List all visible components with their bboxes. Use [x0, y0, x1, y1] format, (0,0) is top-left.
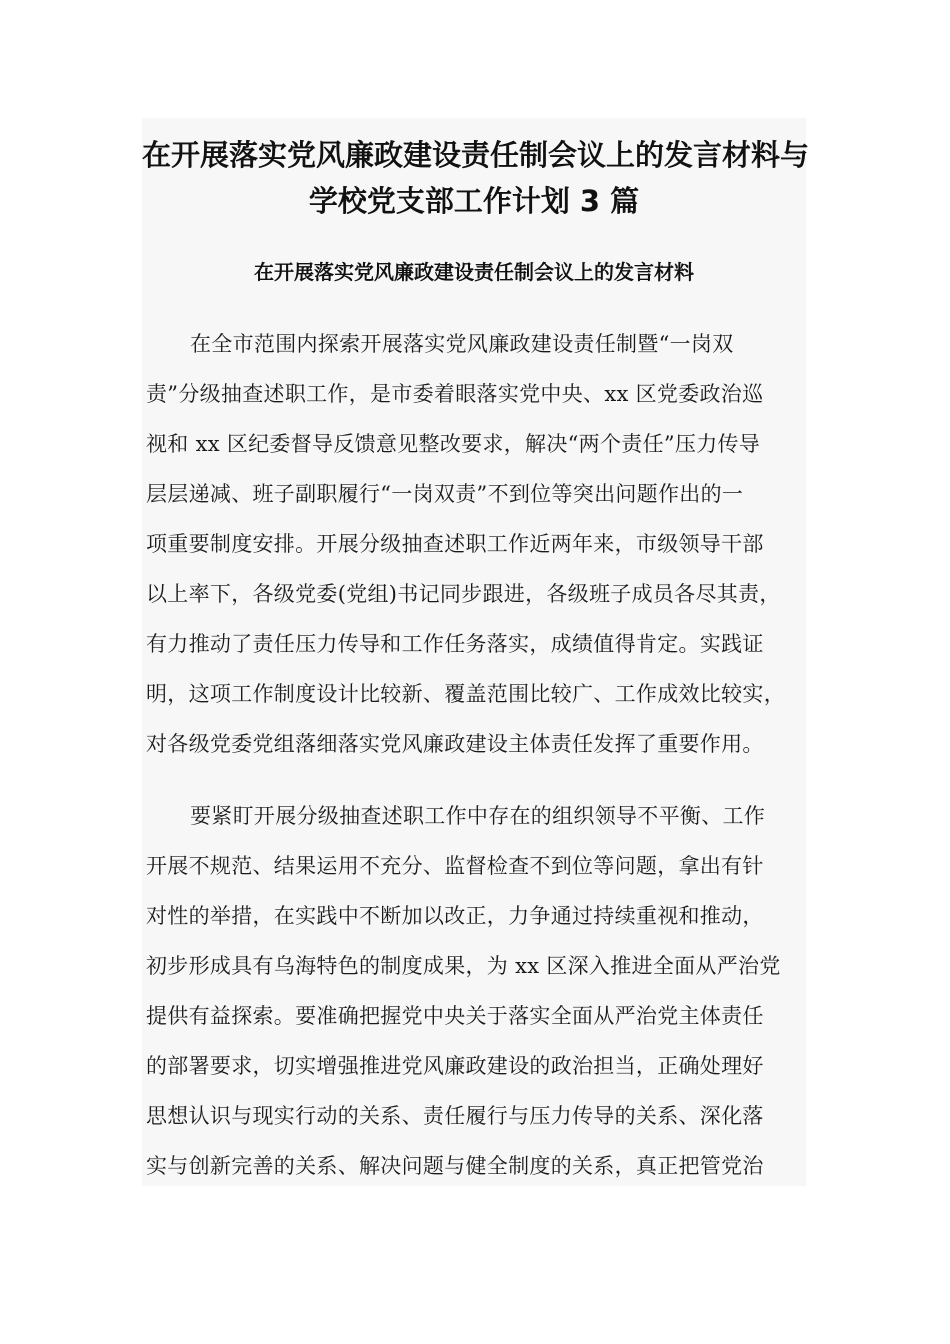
document-title-line-2: 学校党支部工作计划 3 篇: [308, 184, 640, 218]
paragraph-line: 对各级党委党组落细落实党风廉政建设主体责任发挥了重要作用。: [146, 732, 764, 756]
document-title-line-1: 在开展落实党风廉政建设责任制会议上的发言材料与: [142, 138, 810, 172]
paragraph-line: 的部署要求，切实增强推进党风廉政建设的政治担当，正确处理好: [146, 1054, 764, 1078]
paragraph-line: 以上率下，各级党委(党组)书记同步跟进，各级班子成员各尽其责，: [146, 582, 781, 606]
paragraph-line: 实与创新完善的关系、解决问题与健全制度的关系，真正把管党治: [146, 1154, 764, 1178]
paragraph-line: 项重要制度安排。开展分级抽查述职工作近两年来，市级领导干部: [146, 532, 764, 556]
section-heading: 在开展落实党风廉政建设责任制会议上的发言材料: [254, 260, 694, 284]
paragraph-line: 提供有益探索。要准确把握党中央关于落实全面从严治党主体责任: [146, 1004, 764, 1028]
paragraph-line: 要紧盯开展分级抽查述职工作中存在的组织领导不平衡、工作: [190, 804, 766, 828]
paragraph-line: 初步形成具有乌海特色的制度成果，为 xx 区深入推进全面从严治党: [146, 954, 781, 978]
paragraph-line: 层层递减、班子副职履行“一岗双责”不到位等突出问题作出的一: [146, 482, 744, 506]
paragraph-line: 有力推动了责任压力传导和工作任务落实，成绩值得肯定。实践证: [146, 632, 764, 656]
paragraph-line: 对性的举措，在实践中不断加以改正，力争通过持续重视和推动，: [146, 904, 764, 928]
paragraph-line: 思想认识与现实行动的关系、责任履行与压力传导的关系、深化落: [146, 1104, 764, 1128]
paragraph-line: 开展不规范、结果运用不充分、监督检查不到位等问题，拿出有针: [146, 854, 764, 878]
paragraph-line: 视和 xx 区纪委督导反馈意见整改要求，解决“两个责任”压力传导: [146, 432, 761, 456]
paragraph-line: 在全市范围内探索开展落实党风廉政建设责任制暨“一岗双: [190, 332, 734, 356]
paragraph-line: 责”分级抽查述职工作，是市委着眼落实党中央、xx 区党委政治巡: [146, 382, 764, 406]
paragraph-line: 明，这项工作制度设计比较新、覆盖范围比较广、工作成效比较实，: [146, 682, 785, 706]
